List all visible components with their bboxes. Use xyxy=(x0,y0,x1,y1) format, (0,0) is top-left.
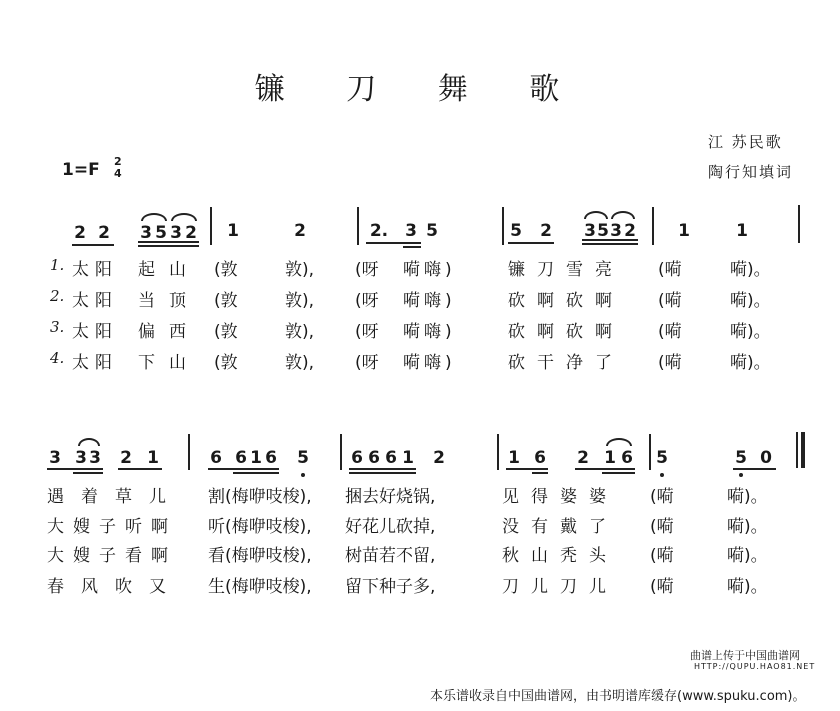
low-octave-dot xyxy=(660,473,664,477)
beam xyxy=(506,468,548,470)
lyric: 偏西 xyxy=(138,322,200,342)
slur xyxy=(78,438,100,446)
lyric: (敦 xyxy=(214,260,238,280)
beam xyxy=(72,244,114,246)
lyric: (嗬 xyxy=(658,291,682,311)
lyric: (嗬 xyxy=(650,487,674,507)
lyric: 嗬)。 xyxy=(727,517,768,537)
beam xyxy=(138,245,199,247)
note: 2 xyxy=(185,223,197,243)
lyrics-block-2 xyxy=(0,482,840,602)
lyric: 起山 xyxy=(138,260,200,280)
beam xyxy=(208,468,279,470)
verse-line xyxy=(0,255,840,281)
key-signature: 1=F xyxy=(62,160,100,180)
beam xyxy=(138,241,199,243)
barline xyxy=(210,207,212,245)
lyric: 嗬)。 xyxy=(727,577,768,597)
note: 5 xyxy=(597,221,609,241)
verse-number: 3. xyxy=(50,318,65,336)
lyric: (嗬 xyxy=(658,322,682,342)
note: 3 xyxy=(49,448,61,468)
verse-line xyxy=(0,541,840,567)
lyric: (呀 xyxy=(355,322,379,342)
lyric: (嗬 xyxy=(650,546,674,566)
lyric: 当顶 xyxy=(138,291,200,311)
lyric: 下山 xyxy=(138,353,200,373)
lyric: 太阳 xyxy=(72,322,118,342)
lyric: 敦), xyxy=(285,322,315,342)
lyric: 看(梅咿吱梭), xyxy=(208,546,312,566)
barline xyxy=(652,207,654,245)
note: 2 xyxy=(624,221,636,241)
note: 5 xyxy=(155,223,167,243)
verse-line xyxy=(0,482,840,508)
verse-number: 2. xyxy=(50,287,65,305)
beam xyxy=(366,242,421,244)
lyric: 留下种子多, xyxy=(345,577,436,597)
note: 6 xyxy=(534,448,546,468)
lyric: 砍干净了 xyxy=(508,353,624,373)
verse-line xyxy=(0,317,840,343)
low-octave-dot xyxy=(301,473,305,477)
origin-credit: 江 苏民歌 xyxy=(708,133,783,151)
note: 2 xyxy=(433,448,445,468)
note: 1 xyxy=(402,448,414,468)
lyric: 嗬)。 xyxy=(730,353,771,373)
note: 6 xyxy=(235,448,247,468)
note: 2 xyxy=(540,221,552,241)
beam xyxy=(575,468,635,470)
verse-line xyxy=(0,512,840,538)
note: 1 xyxy=(508,448,520,468)
lyric: 嗬嗨) xyxy=(403,353,456,373)
note: 3 xyxy=(405,221,417,241)
barline xyxy=(798,205,800,243)
lyric: 砍啊砍啊 xyxy=(508,322,624,342)
lyric: 嗬)。 xyxy=(730,260,771,280)
verse-line xyxy=(0,286,840,312)
beam xyxy=(582,243,638,245)
note: 3 xyxy=(89,448,101,468)
lyric: 听(梅咿吱梭), xyxy=(208,517,312,537)
note: 2 xyxy=(120,448,132,468)
beam xyxy=(532,472,548,474)
note: 6 xyxy=(621,448,633,468)
lyric: (敦 xyxy=(214,291,238,311)
note: 3 xyxy=(170,223,182,243)
barline xyxy=(649,434,651,470)
note: 3 xyxy=(584,221,596,241)
note: 6 xyxy=(385,448,397,468)
barline xyxy=(340,434,342,470)
time-bottom: 4 xyxy=(114,167,122,180)
beam xyxy=(73,472,103,474)
lyric: 敦), xyxy=(285,353,315,373)
lyric: (敦 xyxy=(214,322,238,342)
lyric: 砍啊砍啊 xyxy=(508,291,624,311)
lyric: 嗬)。 xyxy=(727,546,768,566)
verse-line xyxy=(0,572,840,598)
lyric: 嗬嗨) xyxy=(403,291,456,311)
lyric: 太阳 xyxy=(72,353,118,373)
note: 1 xyxy=(250,448,262,468)
note: 6 xyxy=(265,448,277,468)
slur xyxy=(141,213,167,221)
beam xyxy=(582,239,638,241)
note: 3 xyxy=(140,223,152,243)
lyric: 太阳 xyxy=(72,291,118,311)
beam xyxy=(349,468,416,470)
lyric: 大嫂子听啊 xyxy=(47,517,177,537)
lyric: 镰刀雪亮 xyxy=(508,260,624,280)
slur xyxy=(171,213,197,221)
final-barline-thin xyxy=(796,432,798,468)
lyric: (呀 xyxy=(355,291,379,311)
note: 2. xyxy=(369,221,389,241)
barline xyxy=(502,207,504,245)
lyric: 嗬)。 xyxy=(730,322,771,342)
beam xyxy=(118,468,162,470)
lyric: 刀儿刀儿 xyxy=(502,577,618,597)
lyric: 好花儿砍掉, xyxy=(345,517,436,537)
lyric: 树苗若不留, xyxy=(345,546,436,566)
lyricist-credit: 陶行知填词 xyxy=(708,163,794,181)
note: 0 xyxy=(760,448,772,468)
low-octave-dot xyxy=(739,473,743,477)
lyric: 敦), xyxy=(285,291,315,311)
lyric: 遇着草儿 xyxy=(47,487,183,507)
lyric: 春风吹又 xyxy=(47,577,183,597)
lyric: (敦 xyxy=(214,353,238,373)
note: 5 xyxy=(297,448,309,468)
lyric: (嗬 xyxy=(650,517,674,537)
beam xyxy=(733,468,776,470)
note: 1 xyxy=(678,221,690,241)
watermark-title: 曲谱上传于中国曲谱网 xyxy=(690,649,800,662)
note: 2 xyxy=(294,221,306,241)
slur xyxy=(611,211,635,219)
lyrics-block-1 xyxy=(0,255,840,375)
lyric: 见得婆婆 xyxy=(502,487,618,507)
verse-number: 1. xyxy=(50,256,65,274)
slur xyxy=(584,211,608,219)
lyric: (嗬 xyxy=(650,577,674,597)
lyric: 捆去好烧锅, xyxy=(345,487,436,507)
lyric: 割(梅咿吱梭), xyxy=(208,487,312,507)
note: 2 xyxy=(577,448,589,468)
time-top: 2 xyxy=(114,155,122,168)
barline xyxy=(188,434,190,470)
note: 3 xyxy=(75,448,87,468)
barline xyxy=(497,434,499,470)
barline xyxy=(357,207,359,245)
lyric: 嗬嗨) xyxy=(403,322,456,342)
note: 5 xyxy=(510,221,522,241)
note: 6 xyxy=(210,448,222,468)
note: 1 xyxy=(147,448,159,468)
beam xyxy=(508,242,554,244)
verse-line xyxy=(0,348,840,374)
lyric: 太阳 xyxy=(72,260,118,280)
note: 5 xyxy=(656,448,668,468)
lyric: (嗬 xyxy=(658,260,682,280)
lyric: 嗬嗨) xyxy=(403,260,456,280)
beam xyxy=(602,472,635,474)
note: 2 xyxy=(98,223,110,243)
lyric: 秋山秃头 xyxy=(502,546,618,566)
beam xyxy=(349,472,416,474)
note: 3 xyxy=(610,221,622,241)
note: 2 xyxy=(74,223,86,243)
note: 1 xyxy=(604,448,616,468)
lyric: 敦), xyxy=(285,260,315,280)
beam xyxy=(233,472,279,474)
note: 5 xyxy=(426,221,438,241)
beam xyxy=(47,468,103,470)
lyric: (呀 xyxy=(355,353,379,373)
beam xyxy=(403,246,421,248)
verse-number: 4. xyxy=(50,349,65,367)
lyric: (呀 xyxy=(355,260,379,280)
note: 1 xyxy=(227,221,239,241)
song-title: 镰 刀 舞 歌 xyxy=(254,72,586,107)
lyric: 生(梅咿吱梭), xyxy=(208,577,312,597)
time-signature xyxy=(114,156,122,180)
final-barline-thick xyxy=(801,432,805,468)
note: 1 xyxy=(736,221,748,241)
note: 6 xyxy=(368,448,380,468)
lyric: (嗬 xyxy=(658,353,682,373)
footer-text: 本乐谱收录自中国曲谱网，由书明谱库缓存(www.spuku.com)。 xyxy=(430,689,806,704)
lyric: 没有戴了 xyxy=(502,517,618,537)
watermark-url: HTTP://QUPU.HAO81.NET xyxy=(694,662,816,671)
slur xyxy=(606,438,632,446)
lyric: 嗬)。 xyxy=(730,291,771,311)
lyric: 嗬)。 xyxy=(727,487,768,507)
note: 5 xyxy=(735,448,747,468)
lyric: 大嫂子看啊 xyxy=(47,546,177,566)
note: 6 xyxy=(351,448,363,468)
